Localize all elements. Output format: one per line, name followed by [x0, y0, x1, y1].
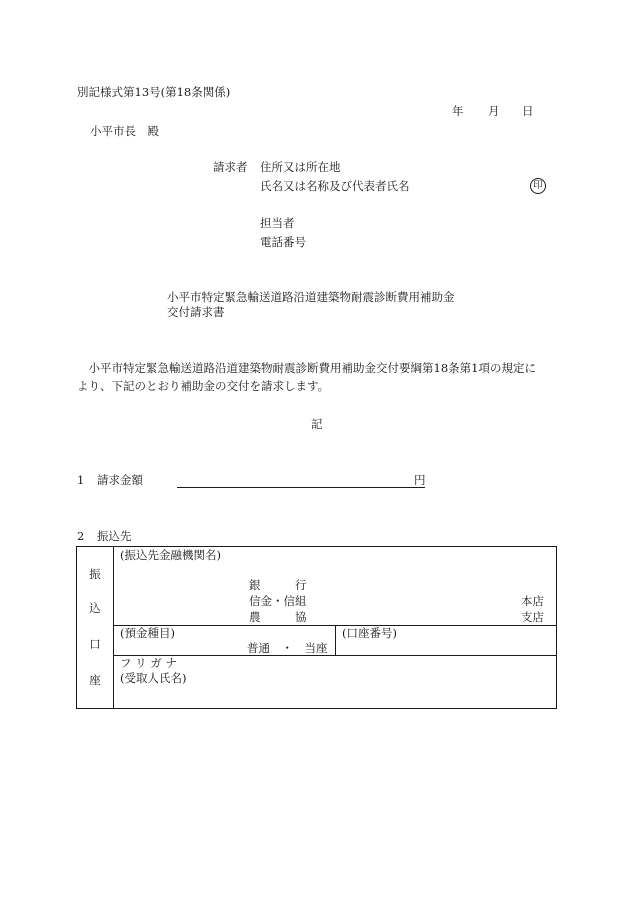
bank-type-shinkin: 信金・信組 [249, 594, 307, 608]
ki-heading: 記 [311, 417, 323, 431]
name-label: 氏名又は名称及び代表者氏名 [260, 179, 410, 193]
side-char: 座 [89, 673, 101, 687]
subject-line-1: 小平市特定緊急輸送道路沿道建築物耐震診断費用補助金 [167, 290, 455, 304]
account-number-label: (口座番号) [342, 626, 397, 640]
bank-type-nokyo: 農 協 [249, 610, 307, 624]
contact-person-label: 担当者 [260, 216, 295, 230]
account-side-label [77, 547, 114, 708]
requester-label: 請求者 [213, 160, 248, 174]
body-line-2: より、下記のとおり補助金の交付を請求します。 [77, 379, 330, 393]
form-number: 別記様式第13号(第18条関係) [77, 85, 231, 99]
date-year-label: 年 [452, 104, 464, 118]
yen-unit: 円 [414, 473, 426, 487]
section-2-number: 2 [77, 529, 85, 543]
date-month-label: 月 [488, 104, 500, 118]
phone-label: 電話番号 [260, 235, 306, 249]
institution-label: (振込先金融機関名) [120, 548, 221, 562]
branch-type-branch: 支店 [521, 610, 544, 624]
side-char: 振 [89, 567, 101, 581]
address-label: 住所又は所在地 [260, 160, 341, 174]
side-char: 口 [89, 637, 101, 651]
section-1-number: 1 [77, 473, 85, 487]
deposit-type-label: (預金種目) [120, 626, 175, 640]
recipient: 小平市長 殿 [90, 124, 159, 138]
subject-line-2: 交付請求書 [167, 305, 225, 319]
branch-type-head: 本店 [521, 594, 544, 608]
body-line-1: 小平市特定緊急輸送道路沿道建築物耐震診断費用補助金交付要綱第18条第1項の規定に [77, 361, 536, 375]
bank-account-table [76, 546, 557, 709]
furigana-label: フ リ ガ ナ [120, 656, 177, 670]
transfer-destination-label: 振込先 [97, 529, 132, 543]
amount-label: 請求金額 [97, 473, 143, 487]
side-char: 込 [89, 601, 101, 615]
seal-mark: 印 [530, 178, 546, 194]
date-day-label: 日 [522, 104, 534, 118]
table-divider [113, 655, 556, 656]
amount-blank-line[interactable] [177, 487, 425, 488]
table-divider [335, 625, 336, 655]
bank-type-bank: 銀 行 [249, 578, 307, 592]
deposit-type-options[interactable]: 普通 ・ 当座 [247, 641, 328, 655]
account-holder-label: (受取人氏名) [120, 671, 187, 685]
